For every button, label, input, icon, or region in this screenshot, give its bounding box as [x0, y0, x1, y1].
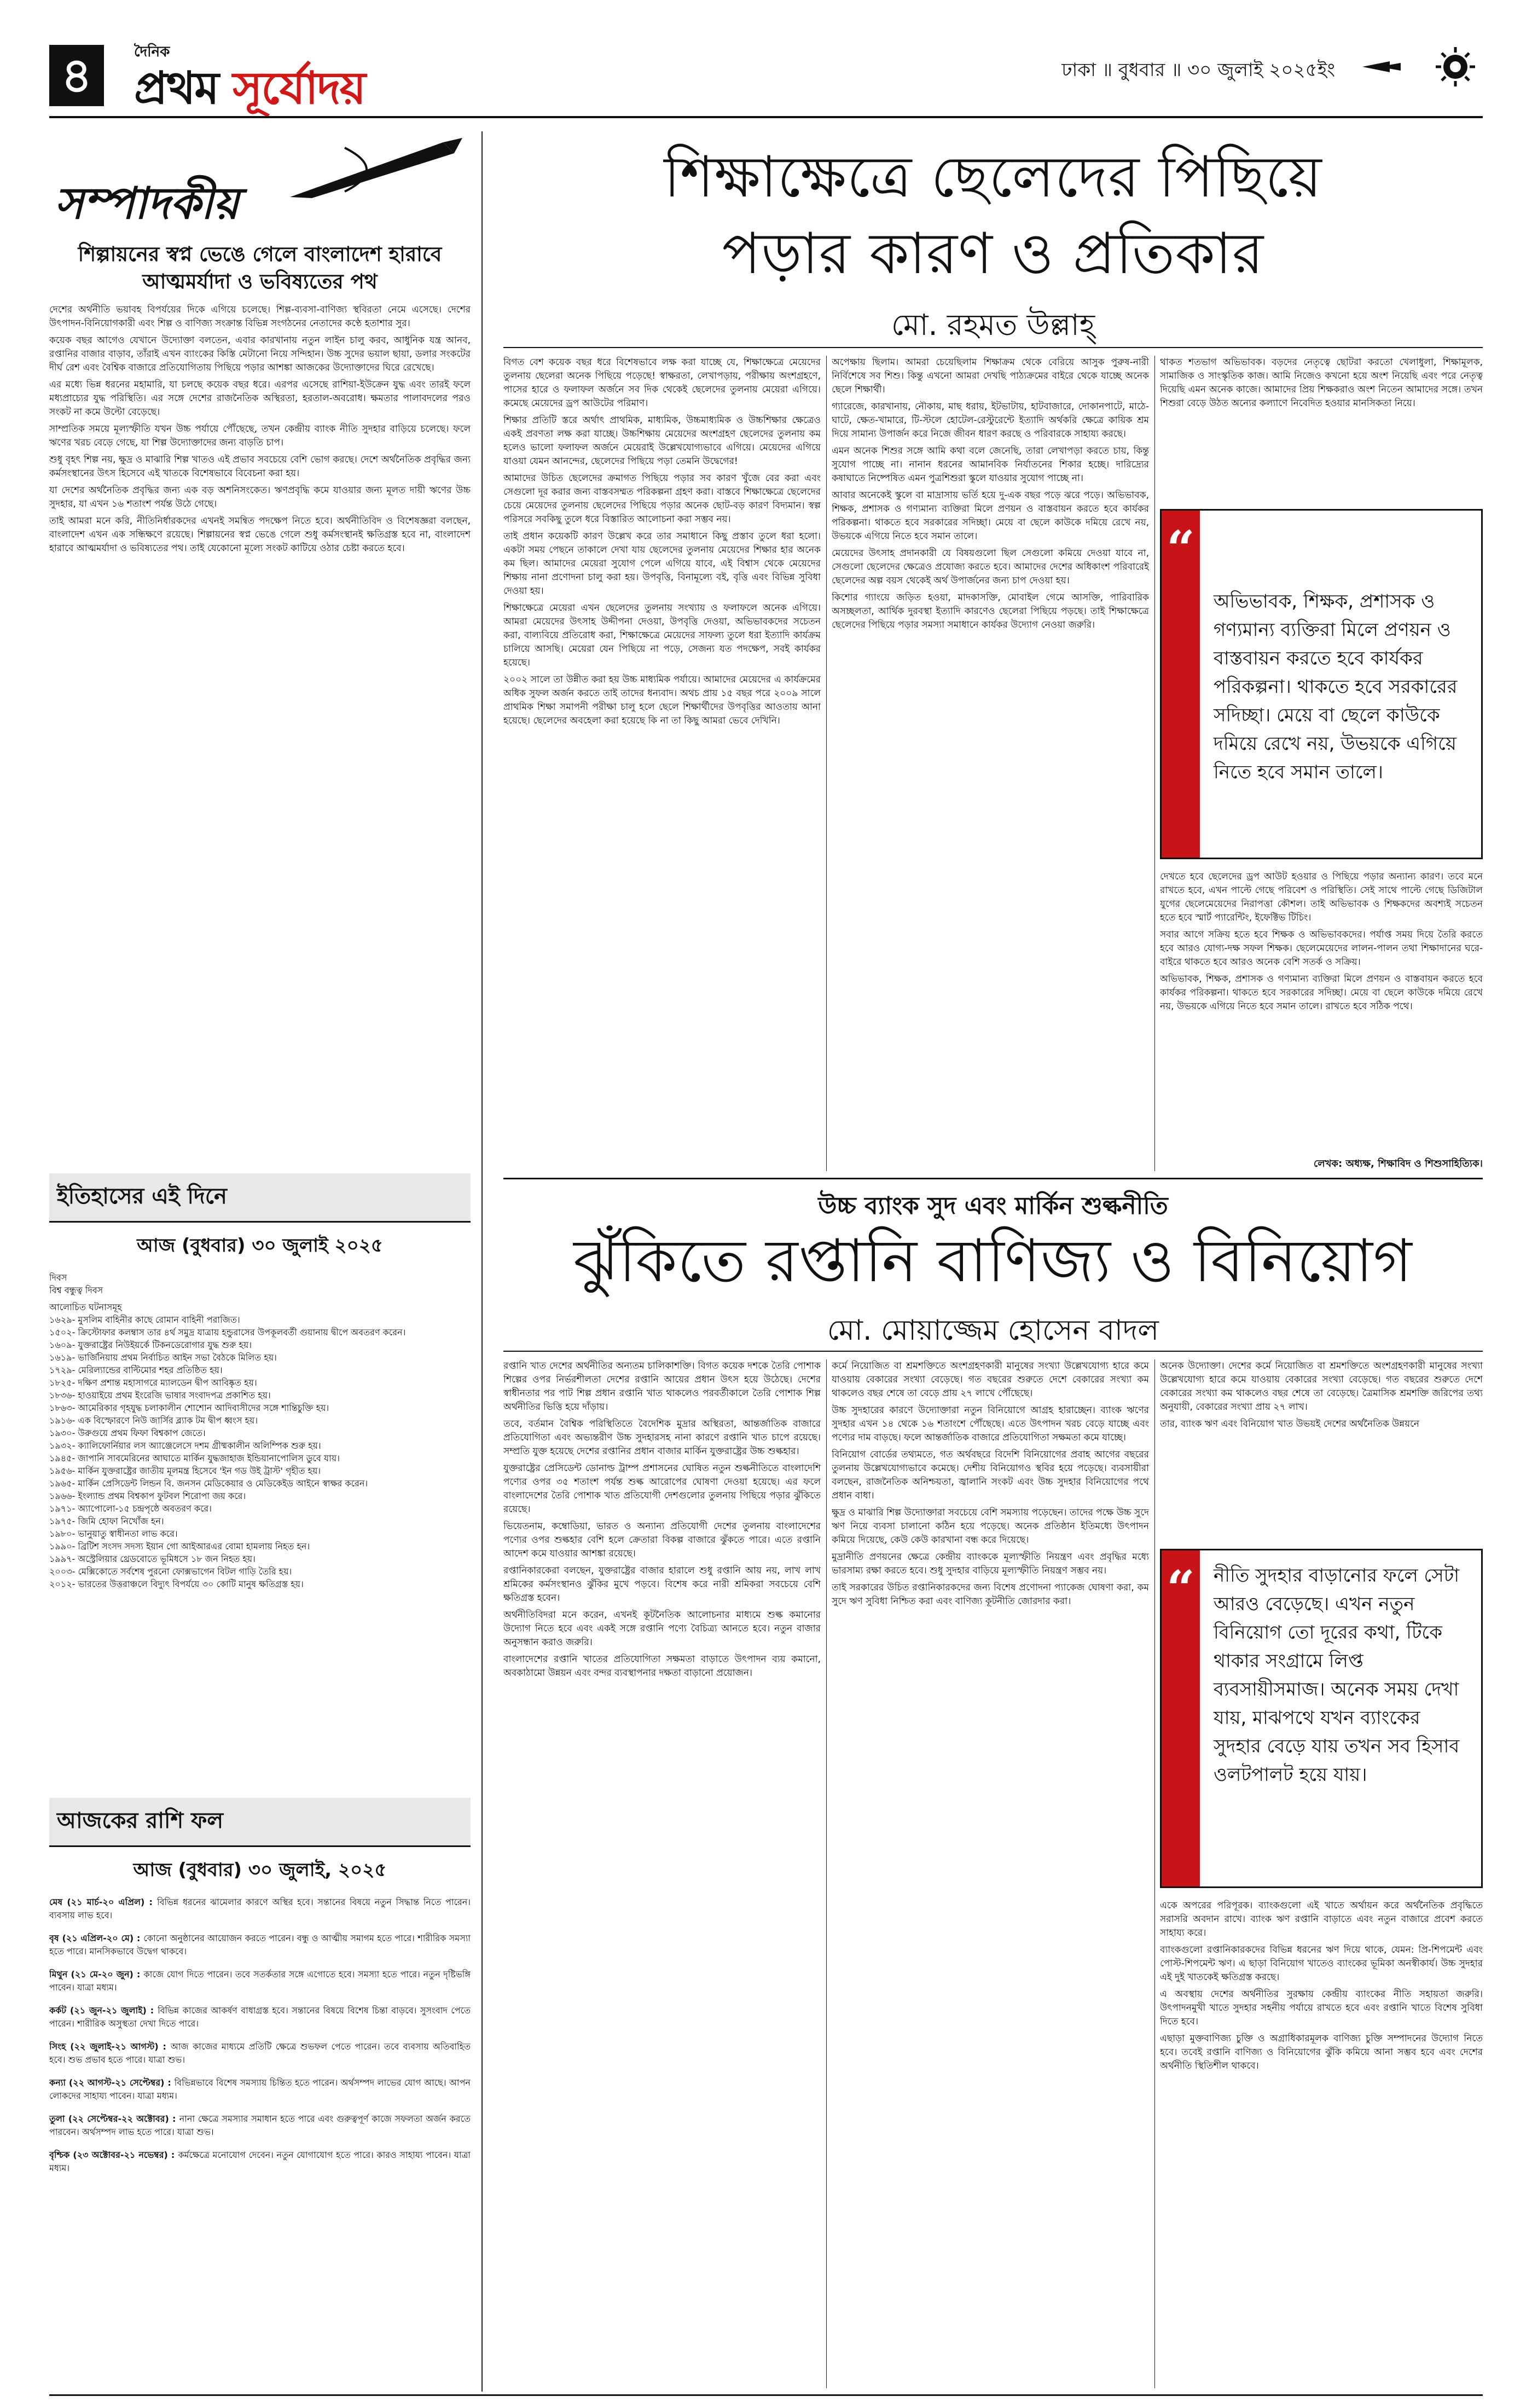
feature-byline: মো. রহমত উল্লাহ্‌: [891, 308, 1095, 342]
paragraph: বাংলাদেশের রপ্তানি খাতের প্রতিযোগিতা সক্ষমতা বাড়াতে উৎপাদন ব্যয় কমানো, অবকাঠামো উন্নয়ন এবং বন্দর ব্যবস্থাপনার দক্ষতা বাড়ানো প্রয়োজন।: [503, 1654, 821, 1678]
history-event: ১৮৩৬- হাওয়াইয়ে প্রথম ইংরেজি ভাষার সংবাদপত্র প্রকাশিত হয়।: [49, 1390, 271, 1400]
history-date: আজ (বুধবার) ৩০ জুলাই ২০২৫: [137, 1235, 383, 1257]
paragraph: যুক্তরাষ্ট্রের প্রেসিডেন্ট ডোনাল্ড ট্রাম্প প্রশাসনের ঘোষিত নতুন শুল্কনীতিতে বাংলাদেশি পণ্যের ওপর ৩৫ শতাংশ পর্যন্ত শুল্ক আরোপের ঘোষণা দেওয়া হয়েছে। এর ফলে বাংলাদেশের তৈরি পোশাক খাত প্রতিযোগী দেশগুলোর তুলনায় পিছিয়ে পড়ার ঝুঁকিতে রয়েছে।: [503, 1463, 821, 1515]
quote-mark-icon: “: [1167, 1560, 1195, 1618]
editorial-paragraph: এর মধ্যে ভিন্ন ধরনের মহামারি, যা চলছে কয়েক বছর ধরে। এরপর এসেছে রাশিয়া-ইউক্রেন যুদ্ধ এবং তারই ফলে মধ্যপ্রাচ্যের যুদ্ধ পরিস্থিতি। এর সঙ্গে দেশের রাজনৈতিক অস্থিরতা, হরতাল-অবরোধ। ক্ষমতার পালাবদলের পরও সংকট না কমে উল্টো বেড়েছে।: [49, 379, 471, 418]
paragraph: ব্যাংকগুলো রপ্তানিকারকদের বিভিন্ন ধরনের ঋণ দিয়ে থাকে, যেমন: প্রি-শিপমেন্ট এবং পোস্ট-শিপমেন্ট ঋণ। এ ছাড়া বিনিয়োগ খাতেও ব্যাংকের ভূমিকা অনস্বীকার্য। উচ্চ সুদহার এই দুই খাতকেই ক্ষতিগ্রস্ত করছে।: [1160, 1944, 1483, 1983]
history-event: ১৭২৯- মেরিল্যান্ডের বাল্টিমোর শহর প্রতিষ্ঠিত হয়।: [49, 1365, 223, 1375]
days-label: দিবস: [49, 1272, 67, 1283]
editorial-paragraph: তাই আমরা মনে করি, নীতিনির্ধারকদের এখনই সমন্বিত পদক্ষেপ নিতে হবে। অর্থনীতিবিদ ও বিশেষজ্ঞরা বলছেন, বাংলাদেশ এখন এক সন্ধিক্ষণে রয়েছে। শিল্পায়নের স্বপ্ন ভেঙে গেলে শুধু কর্মসংস্থানই ক্ষতিগ্রস্ত হবে না, বাংলাদেশ হারাবে আত্মমর্যাদা ও ভবিষ্যতের পথ। তাই যেকোনো মূল্যে সংকট কাটিয়ে ওঠার চেষ্টা করতে হবে।: [49, 516, 471, 554]
history-event: ১৯৯৭- অস্ট্রেলিয়ার থ্রেডবোতে ভূমিধসে ১৮ জন নিহত হয়।: [49, 1554, 256, 1564]
horoscope-text: কর্মক্ষেত্রে মনোযোগ দেবেন। নতুন যোগাযোগ হতে পারে। কারও সাহায্য পাবেন। যাত্রা মধ্যম।: [49, 2150, 471, 2173]
horoscope-item: [49, 1896, 471, 1922]
paragraph: অভিভাবক, শিক্ষক, প্রশাসক ও গণ্যমান্য ব্যক্তিরা মিলে প্রণয়ন ও বাস্তবায়ন করতে হবে কার্যকর পরিকল্পনা। থাকতে হবে সরকারের সদিচ্ছা। মেয়ে বা ছেলে কাউকে দমিয়ে রেখে নয়, উভয়কে এগিয়ে নিতে হবে সমান তালে। রাখতে হবে সঠিক পথে।: [1160, 974, 1483, 1012]
history-event: ১৮৬৩- আমেরিকার গৃহযুদ্ধ চলাকালীন শোশোন আদিবাসীদের সঙ্গে শান্তিচুক্তি হয়।: [49, 1403, 329, 1413]
horoscope-text: কাজে যোগ দিতে পারেন। তবে সতর্কতার সঙ্গে এগোতে হবে। সমস্যা হতে পারে। নতুন দৃষ্টিভঙ্গি পাবেন। যাত্রা মধ্যম।: [49, 1969, 471, 1993]
horoscope-item: [49, 2076, 471, 2103]
history-event: ২০১২- ভারতের উত্তরাঞ্চলে বিদ্যুৎ বিপর্যয়ে ৩০ কোটি মানুষ ক্ষতিগ্রস্ত হয়।: [49, 1579, 304, 1589]
paragraph: মুদ্রানীতি প্রণয়নের ক্ষেত্রে কেন্দ্রীয় ব্যাংককে মূল্যস্ফীতি নিয়ন্ত্রণ এবং প্রবৃদ্ধির মধ্যে ভারসাম্য রক্ষা করতে হবে। শুধু সুদহার বাড়িয়ে মূল্যস্ফীতি নিয়ন্ত্রণ সম্ভব নয়।: [832, 1552, 1149, 1576]
feature-quote-text: অভিভাবক, শিক্ষক, প্রশাসক ও গণ্যমান্য ব্যক্তিরা মিলে প্রণয়ন ও বাস্তবায়ন করতে হবে কার্যকর পরিকল্পনা। থাকতে হবে সরকারের সদিচ্ছা। মেয়ে বা ছেলে কাউকে দমিয়ে রেখে নয়, উভয়কে এগিয়ে নিতে হবে সমান তালে।: [1214, 591, 1458, 783]
history-body: [49, 1271, 471, 1824]
horoscope-section: [49, 1798, 471, 2394]
history-event: ১৯৭১- অ্যাপোলো-১৫ চন্দ্রপৃষ্ঠে অবতরণ করে।: [49, 1503, 212, 1514]
horoscope-text: আজ কাজের মাধ্যমে প্রতিটি ক্ষেত্রে শুভফল পেতে পারেন। তবে ব্যবসায় অতিবাহিত হবে। শুভ প্রভাব হতে পারে। যাত্রা শুভ।: [49, 2041, 471, 2065]
editorial-paragraph: দেশের অর্থনীতি ভয়াবহ বিপর্যয়ের দিকে এগিয়ে চলেছে। শিল্প-ব্যবসা-বাণিজ্য স্থবিরতা নেমে এসেছে। দেশের উৎপাদন-বিনিয়োগকারী এবং শিল্প ও বাণিজ্য সংক্রান্ত বিভিন্ন সংগঠনের নেতাদের কণ্ঠে হতাশার সুর।: [49, 304, 471, 329]
paragraph: অর্থনীতিবিদরা মনে করেন, এখনই কূটনৈতিক আলোচনার মাধ্যমে শুল্ক কমানোর উদ্যোগ নিতে হবে এবং একই সঙ্গে রপ্তানি পণ্যে বৈচিত্র্য আনতে হবে। নতুন বাজার অনুসন্ধান করাও জরুরি।: [503, 1610, 821, 1648]
paragraph: তার, ব্যাংক ঋণ এবং বিনিয়োগ খাত উভয়ই দেশের অর্থনৈতিক উন্নয়নে: [1160, 1419, 1420, 1429]
paragraph: অনেক উদ্যোক্তা। দেশের কর্মে নিয়োজিত বা শ্রমশক্তিতে অংশগ্রহণকারী মানুষের সংখ্যা উল্লেখযোগ্য হারে কমে যাওয়ায় বেকারের সংখ্যা বেড়েছে। গত বছরের শুরুতে দেশে বেকারের সংখ্যা কম থাকলেও বছর শেষে তা বেড়েছে। ত্রৈমাসিক শ্রমশক্তি জরিপের তথ্য অনুযায়ী, বেকারের সংখ্যা প্রায় ২৭ লাখ।: [1160, 1361, 1483, 1413]
masthead-logo: [112, 37, 506, 114]
feature-author-note: লেখক: অধ্যক্ষ, শিক্ষাবিদ ও শিশুসাহিত্যিক।: [1313, 1158, 1483, 1170]
article2-byline: মো. মোয়াজ্জেম হোসেন বাদল: [827, 1314, 1159, 1347]
horoscope-sign: কর্কট (২১ জুন-২১ জুলাই) :: [49, 2005, 158, 2016]
paragraph: মেয়েদের উৎসাহ প্রদানকারী যে বিষয়গুলো ছিল সেগুলো কমিয়ে দেওয়া যাবে না, সেগুলো ছেলেদের ক্ষেত্রেও প্রযোজ্য করতে হবে। আমাদের দেশের অধিকাংশ পরিবারেই ছেলেদের অল্প বয়স থেকেই অর্থ উপার্জনের জন্য চাপ দেওয়া হয়।: [832, 548, 1149, 586]
paragraph: শিক্ষাক্ষেত্রে মেয়েরা এখন ছেলেদের তুলনায় সংখ্যায় ও ফলাফলে অনেক এগিয়ে। আমরা মেয়েদের উৎসাহ উদ্দীপনা দেওয়া, উপবৃত্তি দেওয়া, অভিভাবকদের সচেতন করা, বাল্যবিয়ে প্রতিরোধ করা, শিক্ষাক্ষেত্রে মেয়েদের সাফল্য তুলে ধরা ইত্যাদি কার্যক্রম চালিয়ে আসছি। মেয়েরা যেন পিছিয়ে না পড়ে, সেজন্য যত পদক্ষেপ, সবই কার্যকর হয়েছে।: [503, 603, 821, 668]
horoscope-text: বিভিন্নভাবে বিশেষ সমস্যায় চিন্তিত হতে পারেন। অর্থসম্পদ লাভের যোগ আছে। আপন লোকদের সাহায্য পাবেন। যাত্রা মধ্যম।: [49, 2077, 471, 2101]
paragraph: বিনিয়োগ বোর্ডের তথ্যমতে, গত অর্থবছরে বিদেশি বিনিয়োগের প্রবাহ আগের বছরের তুলনায় উল্লেখযোগ্যভাবে কমেছে। দেশীয় বিনিয়োগও স্থবির হয়ে পড়েছে। ব্যবসায়ীরা বলছেন, রাজনৈতিক অনিশ্চয়তা, জ্বালানি সংকট এবং উচ্চ সুদহার বিনিয়োগের পথে প্রধান বাধা।: [832, 1449, 1149, 1501]
history-event: ১৬০৯- যুক্তরাষ্ট্রের নিউইয়র্কে টিকনডেরোগার যুদ্ধ শুরু হয়।: [49, 1340, 252, 1350]
dateline: ঢাকা ॥ বুধবার ॥ ৩০ জুলাই ২০২৫ইং: [1061, 59, 1335, 81]
horoscope-text: কোনো অনুষ্ঠানের আয়োজন করতে পারেন। বন্ধু ও আত্মীয় সমাগম হতে পারে। শারীরিক সমস্যা হতে পারে। মানসিকভাবে উদ্বেগ থাকবে।: [49, 1933, 471, 1956]
paragraph: এছাড়া মুক্তবাণিজ্য চুক্তি ও অগ্রাধিকারমূলক বাণিজ্য চুক্তি সম্পাদনের উদ্যোগ নিতে হবে। তবেই রপ্তানি বাণিজ্য ও বিনিয়োগের ঝুঁকি কমিয়ে আনা সম্ভব হবে এবং দেশের অর্থনীতি স্থিতিশীল থাকবে।: [1160, 2033, 1483, 2071]
feature-col1: [503, 356, 821, 1171]
feature-title-line2: পড়ার কারণ ও প্রতিকার: [722, 220, 1264, 287]
paragraph: এ অবস্থায় দেশের অর্থনীতির সুরক্ষায় কেন্দ্রীয় ব্যাংকের নীতি সহায়তা জরুরি। উৎপাদনমুখী খাতে সুদহার সহনীয় পর্যায়ে রাখতে হবে এবং রপ্তানি খাতে বিশেষ সুবিধা দিতে হবে।: [1160, 1989, 1483, 2027]
editorial-paragraph: কয়েক বছর আগেও যেখানে উদ্যোক্তা বলতেন, এবার কারখানায় নতুন লাইন চালু করব, আধুনিক যন্ত্র আনব, রপ্তানির বাজার বাড়াব, তাঁরাই এখন ব্যাংকের কিস্তি মেটানো নিয়ে সন্দিহান। উচ্চ সুদের ভয়াল ছায়া, ডলার সংকটের দীর্ঘ রেশ এবং বৈশ্বিক বাজারে প্রতিযোগিতায় পিছিয়ে পড়ার আশঙ্কা আজকের উদ্যোক্তাদের ঘিরে রেখেছে।: [49, 335, 471, 373]
editorial-banner: [49, 131, 471, 241]
editorial-section-title: সম্পাদকীয়: [55, 177, 239, 229]
editorial-headline: শিল্পায়নের স্বপ্ন ভেঙে গেলে বাংলাদেশ হারাবে আত্মমর্যাদা ও ভবিষ্যতের পথ: [78, 242, 442, 293]
history-event: ১৯৭৫- জিমি হোফা নিখোঁজ হন।: [49, 1516, 164, 1526]
horoscope-text: বিভিন্ন ধরনের ঝামেলার কারণে অস্থির হবে। সন্তানের বিষয়ে নতুন সিদ্ধান্ত নিতে পারেন। ব্যবসায় লাভ হবে।: [49, 1897, 471, 1920]
paragraph: আমাদের উচিত ছেলেদের ক্রমাগত পিছিয়ে পড়ার সব কারণ খুঁজে বের করা এবং সেগুলো দূর করার জন্য বাস্তবসম্মত পরিকল্পনা গ্রহণ করা। বাস্তবে শিক্ষাক্ষেত্রে ছেলেদের চেয়ে মেয়েদের তুলনায় ছেলেদের পিছিয়ে পড়ার অনেক ছোট-বড় কারণ বিদ্যমান। স্বল্প পরিসরে সবকিছু তুলে ধরে বিস্তারিত আলোচনা করা সম্ভব নয়।: [503, 473, 821, 525]
paragraph: থাকত শতভাগ অভিভাবক। বড়দের নেতৃত্বে ছোটরা করতো খেলাধুলা, শিক্ষামূলক, সামাজিক ও সাংস্কৃতিক কাজ। আমি নিজেও কখনো হয়ে অংশ নিয়েছি এবং পরে নেতৃত্ব দিয়েছি এমন অনেক কাজে। আমাদের প্রিয় শিক্ষকরাও অংশ নিতেন আমাদের সঙ্গে। তখন শিশুরা বেড়ে উঠত অন্যের কল্যাণে নিবেদিত হওয়ার মানসিকতা নিয়ে।: [1160, 357, 1483, 409]
history-event: ১৯১৬- এক বিস্ফোরণে নিউ জার্সির ব্ল্যাক টম দ্বীপ ধ্বংস হয়।: [49, 1415, 258, 1426]
horoscope-sign: বৃশ্চিক (২৩ অক্টোবর-২১ নভেম্বর) :: [49, 2150, 178, 2160]
history-event: ১৯৯০- ব্রিটিশ সংসদ সদস্য ইয়ান গো আইআরএর বোমা হামলায় নিহত হন।: [49, 1541, 310, 1552]
horoscope-sign: তুলা (২২ সেপ্টেম্বর-২২ অক্টোবর) :: [49, 2114, 179, 2124]
paragraph: রপ্তানিকারকেরা বলছেন, যুক্তরাষ্ট্রের বাজার হারালে শুধু রপ্তানি আয় নয়, লাখ লাখ শ্রমিকের কর্মসংস্থানও ঝুঁকির মুখে পড়বে। বিশেষ করে নারী শ্রমিকরা সবচেয়ে বেশি ক্ষতিগ্রস্ত হবেন।: [503, 1565, 821, 1604]
horoscope-date: আজ (বুধবার) ৩০ জুলাই, ২০২৫: [133, 1859, 387, 1881]
paragraph: উচ্চ সুদহারের কারণে উদ্যোক্তারা নতুন বিনিয়োগে আগ্রহ হারাচ্ছেন। ব্যাংক ঋণের সুদহার এখন ১৪ থেকে ১৬ শতাংশে পৌঁছেছে। এতে উৎপাদন খরচ বেড়ে যাচ্ছে এবং পণ্যের দাম বাড়ছে। ফলে আন্তর্জাতিক বাজারে প্রতিযোগিতা সক্ষমতা কমে যাচ্ছে।: [832, 1405, 1149, 1443]
paragraph: সবার আগে সক্রিয় হতে হবে শিক্ষক ও অভিভাবকদের। পর্যাপ্ত সময় দিয়ে তৈরি করতে হবে আরও যোগ্য-দক্ষ সফল শিক্ষক। ছেলেমেয়েদের লালন-পালন তথা শিক্ষাদানের ঘরে-বাইরে থাকতে হবে আরও অনেক বেশি সতর্ক ও সক্রিয়।: [1160, 929, 1483, 968]
horoscope-sign: মেষ (২১ মার্চ-২০ এপ্রিল) :: [49, 1897, 158, 1907]
horoscope-text: বিভিন্ন কাজের আকর্ষণ বাধাগ্রস্ত হবে। সন্তানের বিষয়ে বিশেষ চিন্তা বাড়বে। সুসংবাদ পেতে পারেন। শারীরিক অসুস্থতা দেখা দিতে পারে।: [49, 2005, 471, 2029]
history-event: ১৯৩০- উরুগুয়ে প্রথম ফিফা বিশ্বকাপ জেতে।: [49, 1428, 206, 1438]
article2-title: ঝুঁকিতে রপ্তানি বাণিজ্য ও বিনিয়োগ: [573, 1227, 1413, 1295]
horoscope-item: [49, 2004, 471, 2030]
article2-quote-text: নীতি সুদহার বাড়ানোর ফলে সেটা আরও বেড়েছে। এখন নতুন বিনিয়োগ তো দূরের কথা, টিকে থাকার সংগ্রামে লিপ্ত ব্যবসায়ীসমাজ। অনেক সময় দেখা যায়, মাঝপথে যখন ব্যাংকের সুদহার বেড়ে যায় তখন সব হিসাব ওলটপালট হয়ে যায়।: [1214, 1565, 1460, 1786]
horoscope-item: [49, 1932, 471, 1958]
feature-col2: [832, 356, 1149, 1171]
history-event: ১৮২৫- দক্ষিণ প্রশান্ত মহাসাগরে ম্যালডেন দ্বীপ আবিষ্কৃত হয়।: [49, 1377, 257, 1388]
history-event: ১৬১৯- ভার্জিনিয়ায় প্রথম নির্বাচিত আইন সভা বৈঠকে মিলিত হয়।: [49, 1352, 277, 1363]
paragraph: এমন অনেক শিশুর সঙ্গে আমি কথা বলে জেনেছি, তারা লেখাপড়া করতে চায়, কিন্তু সুযোগ পাচ্ছে না। নানান ধরনের আমানবিক নির্যাতনের শিকার হচ্ছে। দারিদ্র্যের কষাঘাতে নিষ্পেষিত এমন পুত্রশিশুরা স্কুলে যাওয়ার সুযোগ পাচ্ছে না।: [832, 445, 1149, 484]
feature-title-line1: শিক্ষাক্ষেত্রে ছেলেদের পিছিয়ে: [664, 143, 1322, 210]
history-event: ১৯৪৫- জাপানি সাবমেরিনের আঘাতে মার্কিন যুদ্ধজাহাজ ইন্ডিয়ানাপোলিস ডুবে যায়।: [49, 1453, 340, 1463]
quill-pen-icon: [279, 137, 465, 202]
article2-col1: [503, 1359, 821, 2388]
paragraph: তাই সরকারের উচিত রপ্তানিকারকদের জন্য বিশেষ প্রণোদনা প্যাকেজ ঘোষণা করা, কম সুদে ঋণ সুবিধা নিশ্চিত করা এবং বাণিজ্য কূটনীতি জোরদার করা।: [832, 1582, 1149, 1607]
editorial-paragraph: শুধু বৃহৎ শিল্প নয়, ক্ষুদ্র ও মাঝারি শিল্প খাতও এই প্রভাব সবচেয়ে বেশি ভোগ করছে। দেশে অর্থনৈতিক প্রবৃদ্ধির জন্য কর্মসংস্থানের উৎস হিসেবে এই খাতকে বিশেষভাবে বিবেচনা করা হয়।: [49, 454, 471, 479]
sun-ornament-icon: [1357, 45, 1488, 89]
horoscope-sign: মিথুন (২১ মে-২০ জুন) :: [49, 1969, 144, 1979]
horoscope-item: [49, 2149, 471, 2175]
editorial-paragraph: সাম্প্রতিক সময়ে মূল্যস্ফীতি যখন উচ্চ পর্যায়ে পৌঁছেছে, তখন কেন্দ্রীয় ব্যাংক নীতি সুদহার বাড়িয়ে চলেছে। ফলে ঋণের খরচ বেড়ে গেছে, যা শিল্প উদ্যোক্তাদের জন্য বাড়তি চাপ।: [49, 424, 471, 448]
history-event: ১৯৬৬- ইংল্যান্ড প্রথম বিশ্বকাপ ফুটবল শিরোপা জয় করে।: [49, 1491, 246, 1501]
editorial-body: [49, 303, 471, 1162]
paragraph: অপেক্ষায় ছিলাম। আমরা চেয়েছিলাম শিক্ষাক্রম থেকে বেরিয়ে আসুক পুরুষ-নারী নির্বিশেষে সব শিশু। কিন্তু এখনো আমরা দেখছি পাঠ্যক্রমের বাইরে থেকে যাচ্ছে অনেক ছেলে শিক্ষার্থী।: [832, 357, 1149, 395]
quote-mark-icon: “: [1167, 520, 1195, 578]
history-section-title: ইতিহাসের এই দিনে: [49, 1173, 471, 1223]
horoscope-sign: সিংহ (২২ জুলাই-২১ আগস্ট) :: [49, 2041, 171, 2052]
history-day: বিশ্ব বন্ধুত্ব দিবস: [49, 1285, 103, 1295]
paragraph: ২০০২ সালে তা উন্নীত করা হয় উচ্চ মাধ্যমিক পর্যায়ে। আমাদের মেয়েদের এ কার্যক্রমের অধিক সুফল অর্জন করতে তাই তাদের ধন্যবাদ। অথচ প্রায় ১৫ বছর পরে ২০০৯ সালে প্রাথমিক শিক্ষা সমাপনী পরীক্ষা চালু হলে ছেলে শিক্ষার্থীদের উপবৃত্তির আওতায় আনা হয়েছে। ছেলেদের অবহেলা করা হয়েছে কি না তা কিছু আমরা ভেবে দেখিনি।: [503, 674, 821, 726]
history-event: ১৫০২- ক্রিস্টোফার কলম্বাস তার ৪র্থ সমুদ্র যাত্রায় হন্ডুরাসের উপকূলবর্তী গুয়ানায় দ্বীপে অবতরণ করেন।: [49, 1327, 406, 1338]
page-number: ৪: [49, 45, 104, 106]
paragraph: তবে, বর্তমান বৈশ্বিক পরিস্থিতিতে বৈদেশিক মুদ্রার অস্থিরতা, আন্তর্জাতিক বাজারে প্রতিযোগিতা এবং অভ্যন্তরীণ উচ্চ সুদহারসহ নানা কারণে রপ্তানি খাত চাপে রয়েছে। সম্প্রতি যুক্ত হয়েছে দেশের রপ্তানির প্রধান বাজার মার্কিন যুক্তরাষ্ট্রের উচ্চ শুল্কহার।: [503, 1419, 821, 1457]
masthead-small: দৈনিক: [134, 44, 170, 60]
article2-kicker: উচ্চ ব্যাংক সুদ এবং মার্কিন শুল্কনীতি: [818, 1192, 1168, 1220]
horoscope-text: নানা ক্ষেত্রে সমস্যার সমাধান হতে পারে এবং গুরুত্বপূর্ণ কাজে সফলতা অর্জন করতে পারবেন। অর্থসম্পদ লাভ হতে পারে। যাত্রা শুভ।: [49, 2114, 471, 2137]
paragraph: বিগত বেশ কয়েক বছর ধরে বিশেষভাবে লক্ষ করা যাচ্ছে যে, শিক্ষাক্ষেত্রে মেয়েদের তুলনায় ছেলেরা অনেক পিছিয়ে পড়েছে! স্বাক্ষরতা, লেখাপড়ায়, পরীক্ষায় অংশগ্রহণে, পাসের হারে ও ফলাফল অর্জনে সব দিক থেকেই ছেলেদের তুলনায় মেয়েরা এগিয়ে। কমেছে মেয়েদের ড্রপ আউটের পরিমাণ।: [503, 357, 821, 409]
feature-col3-top: [1160, 356, 1483, 498]
horoscope-body: [49, 1896, 471, 2408]
horoscope-item: [49, 2112, 471, 2139]
history-event: ১৯৩২- ক্যালিফোর্নিয়ার লস অ্যাঞ্জেলেসে দশম গ্রীষ্মকালীন অলিম্পিক শুরু হয়।: [49, 1440, 321, 1451]
paragraph: আবার অনেকেই স্কুলে বা মাদ্রাসায় ভর্তি হয়ে দু-এক বছর পড়ে ঝরে পড়ে। অভিভাবক, শিক্ষক, প্রশাসক ও গণ্যমান্য ব্যক্তিরা মিলে প্রণয়ন ও বাস্তবায়ন করতে হবে কার্যকর পরিকল্পনা। থাকতে হবে সরকারের সদিচ্ছা। মেয়ে বা ছেলে কাউকে দমিয়ে রেখে নয়, উভয়কে এগিয়ে নিতে হবে সমান তালে।: [832, 490, 1149, 542]
paragraph: কিশোর গ্যাংয়ে জড়িত হওয়া, মাদকাসক্তি, মোবাইল গেমে আসক্তি, পারিবারিক অসচ্ছলতা, আর্থিক দুরবস্থা ইত্যাদি কারণেও ছেলেরা পিছিয়ে পড়ছে। তাই শিক্ষাক্ষেত্রে ছেলেদের পিছিয়ে পড়ার সমস্যা সমাধানে কার্যকর উদ্যোগ নেওয়া জরুরি।: [832, 592, 1149, 630]
feature-pull-quote: [1160, 509, 1483, 859]
horoscope-item: [49, 1968, 471, 1994]
history-event: ১৬২৯- মুসলিম বাহিনীর কাছে রোমান বাহিনী পরাজিত।: [49, 1315, 240, 1325]
editorial-section: [49, 131, 471, 1779]
paragraph: শিক্ষার প্রতিটি স্তরে অর্থাৎ প্রাথমিক, মাধ্যমিক, উচ্চমাধ্যমিক ও উচ্চশিক্ষার ক্ষেত্রেও একই প্রবণতা লক্ষ করা যাচ্ছে। উচ্চশিক্ষায় মেয়েদের অংশগ্রহণ ছেলেদের তুলনায় কম হলেও ভালো ফলাফল অর্জনে মেয়েরাই উল্লেখযোগ্যভাবে এগিয়ে। মেয়েদের এগিয়ে যাওয়া যেমন আনন্দের, ছেলেদের পিছিয়ে পড়া তেমনি উদ্বেগের!: [503, 415, 821, 467]
paragraph: তাই প্রধান কয়েকটি কারণ উল্লেখ করে তার সমাধানে কিছু প্রস্তাব তুলে ধরা হলো। একটা সময় পেছনে তাকালে দেখা যায় ছেলেদের তুলনায় মেয়েদের শিক্ষার হার অনেক কম ছিল। আমাদের মেয়েরা সুযোগ পেলে এগিয়ে যাবে, এই বিশ্বাস থেকে মেয়েদের শিক্ষায় নানা প্রণোদনা চালু করা হয়। উপবৃত্তি, বিনামূল্যে বই, বৃত্তি এবং বিভিন্ন সুবিধা দেওয়া হয়।: [503, 531, 821, 597]
horoscope-item: [49, 2040, 471, 2067]
article2-col3-top: [1160, 1359, 1483, 1540]
paragraph: দেখতে হবে ছেলেদের ড্রপ আউট হওয়ার ও পিছিয়ে পড়ার অন্যান্য কারণ। তবে মনে রাখতে হবে, এখন পাল্টে গেছে পরিবেশ ও পরিস্থিতি। সেই সাথে পাল্টে গেছে ডিজিটাল যুগের ছেলেমেয়েদের নিরাপত্তা কৌশল। তাই অভিভাবক ও শিক্ষকদের অবশ্যই সচেতন হতে হবে স্মার্ট প্যারেন্টিং, ইফেক্টিভ টিচিং।: [1160, 871, 1483, 923]
horoscope-sign: কন্যা (২২ আগস্ট-২১ সেপ্টেম্বর) :: [49, 2077, 175, 2088]
article2-pull-quote: [1160, 1549, 1483, 1888]
paragraph: গ্যারেজে, কারখানায়, নৌকায়, মাছ ধরায়, ইটভাটায়, হাটবাজারে, দোকানপাটে, মাঠে-ঘাটে, ক্ষেত-খামারে, টি-স্টলে হোটেল-রেস্টুরেন্টে ইত্যাদি অর্থকরি ক্ষেত্রে কায়িক শ্রম দিয়ে সামান্য উপার্জন করে নিজে জীবন ধারণ করছে ও পরিবারকে সাহায্য করছে।: [832, 401, 1149, 439]
history-event: ১৯৮০- ভানুয়াতু স্বাধীনতা লাভ করে।: [49, 1529, 178, 1539]
horoscope-section-title: আজকের রাশি ফল: [49, 1798, 471, 1847]
paragraph: একে অপরের পরিপূরক। ব্যাংকগুলো এই খাতে অর্থায়ন করে অর্থনৈতিক প্রবৃদ্ধিতে সরাসরি অবদান রাখে। ব্যাংক ঋণ রপ্তানি বাড়াতে এবং নতুন বাজারে প্রবেশ করতে সাহায্য করে।: [1160, 1900, 1483, 1938]
masthead-part2: সূর্যোদয়: [233, 62, 365, 114]
feature-col3-bottom: [1160, 870, 1483, 1155]
paragraph: ক্ষুদ্র ও মাঝারি শিল্প উদ্যোক্তারা সবচেয়ে বেশি সমস্যায় পড়েছেন। তাদের পক্ষে উচ্চ সুদে ঋণ নিয়ে ব্যবসা চালানো কঠিন হয়ে পড়েছে। অনেক প্রতিষ্ঠান ইতিমধ্যে উৎপাদন কমিয়ে দিয়েছে, কেউ কেউ কারখানা বন্ধ করে দিয়েছে।: [832, 1507, 1149, 1545]
article2-col2: [832, 1359, 1149, 2388]
editorial-paragraph: যা দেশের অর্থনৈতিক প্রবৃদ্ধির জন্য এক বড় অশনিসংকেত। ঋণপ্রবৃদ্ধি কমে যাওয়ার জন্য মূলত দায়ী ঋণের উচ্চ সুদহার, যা এখন ১৬ শতাংশ পর্যন্ত উঠে গেছে।: [49, 485, 471, 510]
paragraph: রপ্তানি খাত দেশের অর্থনীতির অন্যতম চালিকাশক্তি। বিগত কয়েক দশকে তৈরি পোশাক শিল্পের ওপর নির্ভরশীলতা দেশের রপ্তানি আয়ের প্রধান উৎস হয়ে উঠেছে। দেশের স্বাধীনতার পর পাট শিল্প প্রধান রপ্তানি খাত থাকলেও পরবর্তীকালে তৈরি পোশাক শিল্প অর্থনীতির ভিত্তি হয়ে দাঁড়ায়।: [503, 1361, 821, 1413]
history-event: ১৯৬৫- মার্কিন প্রেসিডেন্ট লিন্ডন বি. জনসন মেডিকেয়ার ও মেডিকেইড আইনে স্বাক্ষর করেন।: [49, 1478, 368, 1489]
horoscope-sign: বৃষ (২১ এপ্রিল-২০ মে) :: [49, 1933, 144, 1943]
history-event: ১৯৫৬- মার্কিন যুক্তরাষ্ট্রের জাতীয় মূলমন্ত্র হিসেবে 'ইন গড উই ট্রাস্ট' গৃহীত হয়।: [49, 1466, 321, 1476]
history-event: ২০০৩- মেক্সিকোতে সর্বশেষ পুরনো ফোক্সভাগেন বিটল গাড়ি তৈরি হয়।: [49, 1566, 292, 1577]
paragraph: কর্মে নিয়োজিত বা শ্রমশক্তিতে অংশগ্রহণকারী মানুষের সংখ্যা উল্লেখযোগ্য হারে কমে যাওয়ায় বেকারের সংখ্যা বেড়েছে। গত বছরের শুরুতে দেশে বেকারের সংখ্যা কম থাকলেও বছর শেষে তা বেড়ে প্রায় ২৭ লাখে পৌঁছেছে।: [832, 1361, 1149, 1399]
masthead-part1: প্রথম: [134, 62, 233, 114]
events-label: আলোচিত ঘটনাসমূহ: [49, 1302, 122, 1312]
article2-col3-bottom: [1160, 1899, 1483, 2389]
paragraph: ভিয়েতনাম, কম্বোডিয়া, ভারত ও অন্যান্য প্রতিযোগী দেশের তুলনায় বাংলাদেশের পণ্যের ওপর শুল্কহার বেশি হলে ক্রেতারা বিকল্প বাজারে ঝুঁকতে পারে। এতে রপ্তানি আদেশ কমে যাওয়ার আশঙ্কা রয়েছে।: [503, 1521, 821, 1559]
